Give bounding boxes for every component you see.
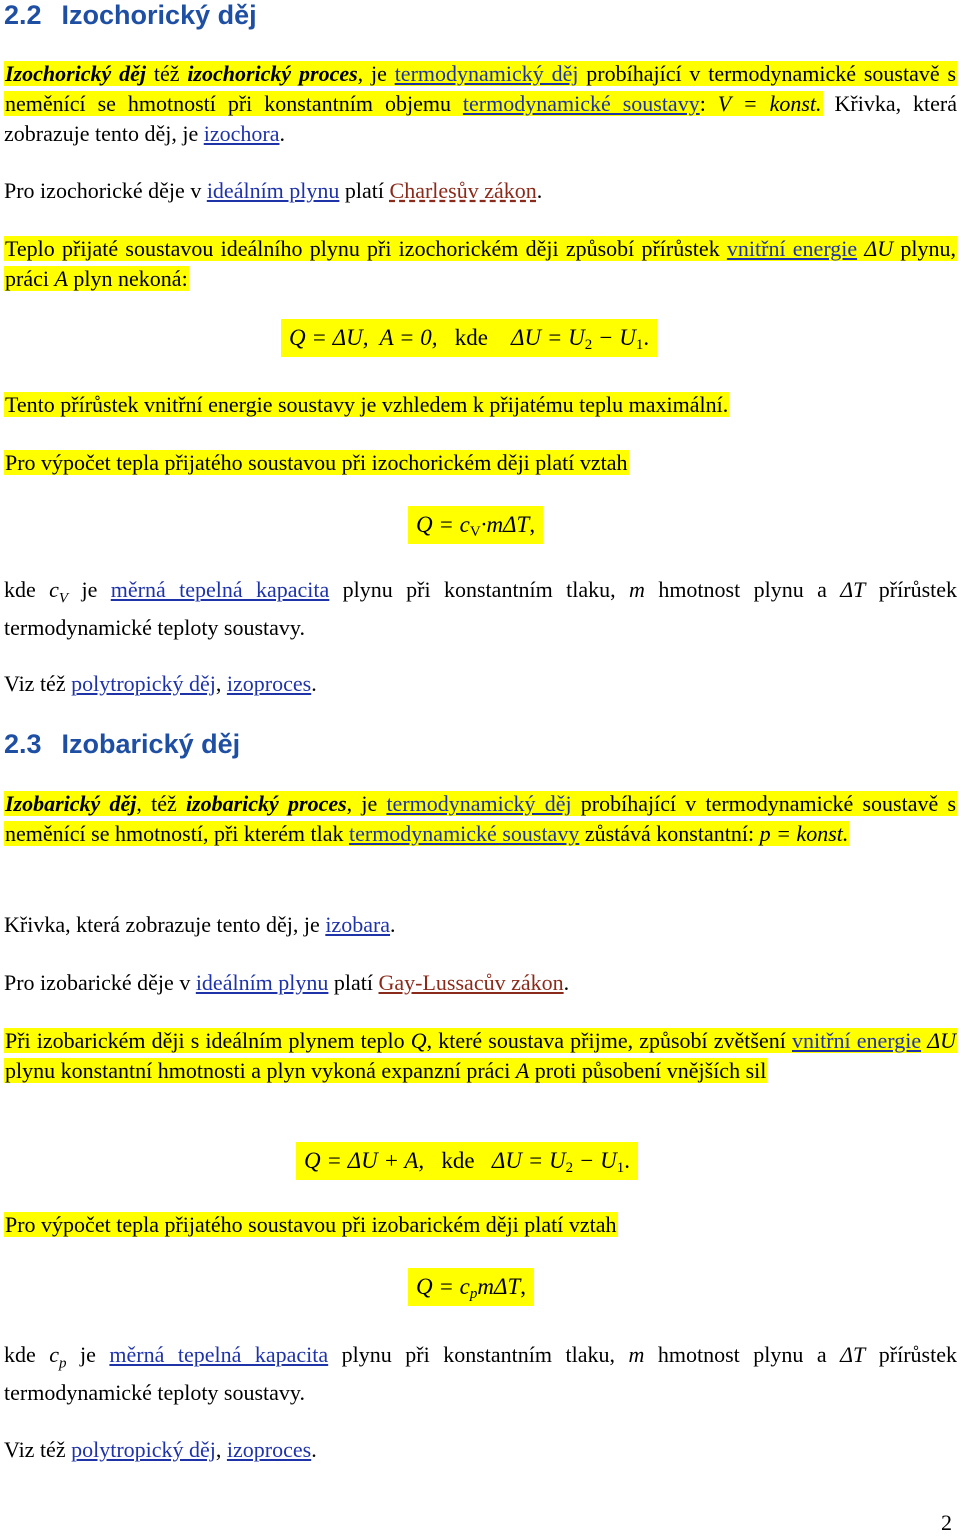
text: hmotnost plynu a [644, 577, 841, 602]
math-inline: c [49, 1342, 60, 1367]
section-heading-2-3 [4, 729, 957, 759]
eq-part: A = 0, [379, 325, 438, 350]
text: . [563, 970, 570, 995]
equation-isobaric-heat [296, 1142, 638, 1180]
paragraph-see-also [4, 669, 957, 699]
paragraph-definition [4, 59, 957, 149]
text: . [311, 671, 317, 696]
eq-sub: 2 [584, 337, 593, 353]
math-inline: m [628, 1342, 645, 1367]
link-termodynamicky-dej[interactable]: termodynamický děj [394, 61, 579, 86]
text: . [311, 1437, 317, 1462]
math-sub: V [58, 590, 69, 607]
text: plyn nekoná: [67, 266, 188, 291]
paragraph-izobara [4, 910, 957, 940]
text: platí [339, 178, 390, 203]
text: je [68, 577, 111, 602]
text: plynu konstantní hmotnosti a plyn vykoná expanzní práci [5, 1058, 516, 1083]
link-merna-tepelna-kapacita[interactable]: měrná tepelná kapacita [110, 577, 330, 602]
link-merna-tepelna-kapacita[interactable]: měrná tepelná kapacita [109, 1342, 329, 1367]
text: probíhající v termodynamické soustavě s neměnící se hmotností při konstantním objemu [5, 61, 956, 116]
text: , [215, 1437, 227, 1462]
eq-part: kde [441, 1148, 475, 1173]
text: Pro izobarické děje v [4, 970, 196, 995]
text: kde [4, 1342, 50, 1367]
link-vnitrni-energie[interactable]: vnitřní energie [726, 236, 858, 261]
eq-part: , [520, 1274, 526, 1299]
equation-isochoric-cv [408, 506, 543, 544]
paragraph-charles [4, 176, 957, 206]
paragraph-see-also [4, 1435, 957, 1465]
text: : [699, 91, 718, 116]
link-gay-lussacuv-zakon[interactable]: Gay-Lussacův zákon [378, 970, 564, 995]
paragraph-maximum [4, 390, 957, 420]
text: Při izobarickém ději s ideálním plynem teplo [5, 1028, 411, 1053]
text: Tento přírůstek vnitřní energie soustavy je vzhledem k přijatému teplu maximální. [5, 392, 729, 417]
text: Pro výpočet tepla přijatého soustavou při izochorickém ději platí vztah [5, 450, 628, 475]
math-inline: ΔU [921, 1028, 957, 1053]
text: Křivka, která zobrazuje tento děj, je [4, 91, 958, 146]
text: Pro izochorické děje v [4, 178, 207, 203]
math-inline: Q [410, 1028, 427, 1053]
link-polytropicky-dej[interactable]: polytropický děj [71, 1437, 216, 1462]
math-sub: p [59, 1355, 67, 1372]
paragraph-cp-explanation [4, 1340, 957, 1408]
text: . [390, 912, 396, 937]
text: přírůstek termodynamické teploty soustavy. [4, 1342, 957, 1406]
term: Izobarický děj [5, 791, 137, 816]
text: Křivka, která zobrazuje tento děj, je [4, 912, 326, 937]
eq-part: Q = c [416, 1274, 470, 1299]
page-number: 2 [941, 1510, 952, 1535]
paragraph-heat [4, 1026, 957, 1086]
section-title: Izobarický děj [61, 729, 241, 759]
text: hmotnost plynu a [644, 1342, 841, 1367]
section-title: Izochorický děj [61, 0, 257, 30]
eq-part: Q = ΔU + A, [304, 1148, 425, 1173]
text: přírůstek termodynamické teploty soustavy. [4, 577, 958, 641]
link-termodynamicky-dej[interactable]: termodynamický děj [386, 791, 572, 816]
text: plynu při konstantním tlaku, [329, 577, 630, 602]
section-number: 2.2 [4, 0, 42, 30]
text: plynu při konstantním tlaku, [328, 1342, 629, 1367]
eq-part: , [529, 512, 536, 537]
text: zůstává konstantní: [579, 821, 760, 846]
eq-part: ·mΔT [480, 512, 530, 537]
link-idealni-plyn[interactable]: ideálním plynu [195, 970, 329, 995]
text: Viz též [4, 671, 72, 696]
paragraph-heat [4, 234, 957, 294]
eq-part: − U [592, 325, 636, 350]
text: Pro výpočet tepla přijatého soustavou při izobarickém ději platí vztah [5, 1212, 617, 1237]
equation-isochoric-heat [281, 319, 657, 357]
link-izochora[interactable]: izochora [203, 121, 280, 146]
paragraph-heat-formula-intro [4, 448, 957, 478]
paragraph-gay-lussac [4, 968, 957, 998]
math-inline: ΔU [857, 236, 894, 261]
eq-part: ΔU = U [510, 325, 585, 350]
section-heading-2-2 [4, 0, 957, 30]
text: , též [136, 791, 186, 816]
equation-isobaric-cp [408, 1268, 534, 1306]
math-inline: p = konst. [759, 821, 849, 846]
eq-part: mΔT [477, 1274, 521, 1299]
term: Izochorický děj [5, 61, 147, 86]
eq-sub: 1 [635, 337, 644, 353]
eq-sub: V [469, 524, 481, 540]
text: probíhající v termodynamické soustavě s neměnící se hmotností, při kterém tlak [5, 791, 956, 846]
text: . [536, 178, 543, 203]
math-inline: A [54, 266, 68, 291]
text: plynu, práci [5, 236, 956, 291]
math-inline: c [49, 577, 59, 602]
text: . [279, 121, 285, 146]
math-inline: V = konst. [717, 91, 822, 116]
eq-part: − U [573, 1148, 617, 1173]
paragraph-cv-explanation [4, 575, 957, 643]
paragraph-definition [4, 789, 957, 849]
eq-sub: 2 [565, 1160, 574, 1176]
link-vnitrni-energie[interactable]: vnitřní energie [791, 1028, 922, 1053]
term: izochorický proces [187, 61, 358, 86]
text: , je [357, 61, 395, 86]
eq-part: Q = c [416, 512, 470, 537]
link-termodynamicke-soustavy[interactable]: termodynamické soustavy [462, 91, 700, 116]
text: , které soustava přijme, způsobí zvětšení [426, 1028, 792, 1053]
section-number: 2.3 [4, 729, 42, 759]
math-inline: m [629, 577, 645, 602]
math-inline: ΔT [840, 577, 866, 602]
paragraph-heat-formula-intro [4, 1210, 957, 1240]
link-termodynamicke-soustavy[interactable]: termodynamické soustavy [348, 821, 580, 846]
text: platí [328, 970, 379, 995]
eq-part: kde [454, 325, 488, 350]
link-izoproces[interactable]: izoproces [226, 671, 312, 696]
eq-sub: p [469, 1286, 478, 1302]
eq-part: . [624, 1148, 631, 1173]
text: , [215, 671, 227, 696]
eq-part: . [643, 325, 650, 350]
text: kde [4, 577, 50, 602]
text: proti působení vnějších sil [529, 1058, 767, 1083]
text: je [66, 1342, 110, 1367]
math-inline: A [515, 1058, 530, 1083]
term: izobarický proces [185, 791, 347, 816]
link-polytropicky-dej[interactable]: polytropický děj [71, 671, 216, 696]
math-inline: ΔT [840, 1342, 866, 1367]
text: Teplo přijaté soustavou ideálního plynu při izochorickém ději způsobí přírůstek [5, 236, 727, 261]
eq-part: Q = ΔU, [289, 325, 369, 350]
text: též [146, 61, 188, 86]
eq-part: ΔU = U [491, 1148, 566, 1173]
text: Viz též [4, 1437, 72, 1462]
link-idealni-plyn[interactable]: ideálním plynu [206, 178, 340, 203]
text: , je [346, 791, 387, 816]
link-charlesuv-zakon[interactable]: Charlesův zákon [389, 178, 537, 203]
eq-sub: 1 [616, 1160, 625, 1176]
link-izobara[interactable]: izobara [325, 912, 391, 937]
link-izoproces[interactable]: izoproces [226, 1437, 312, 1462]
